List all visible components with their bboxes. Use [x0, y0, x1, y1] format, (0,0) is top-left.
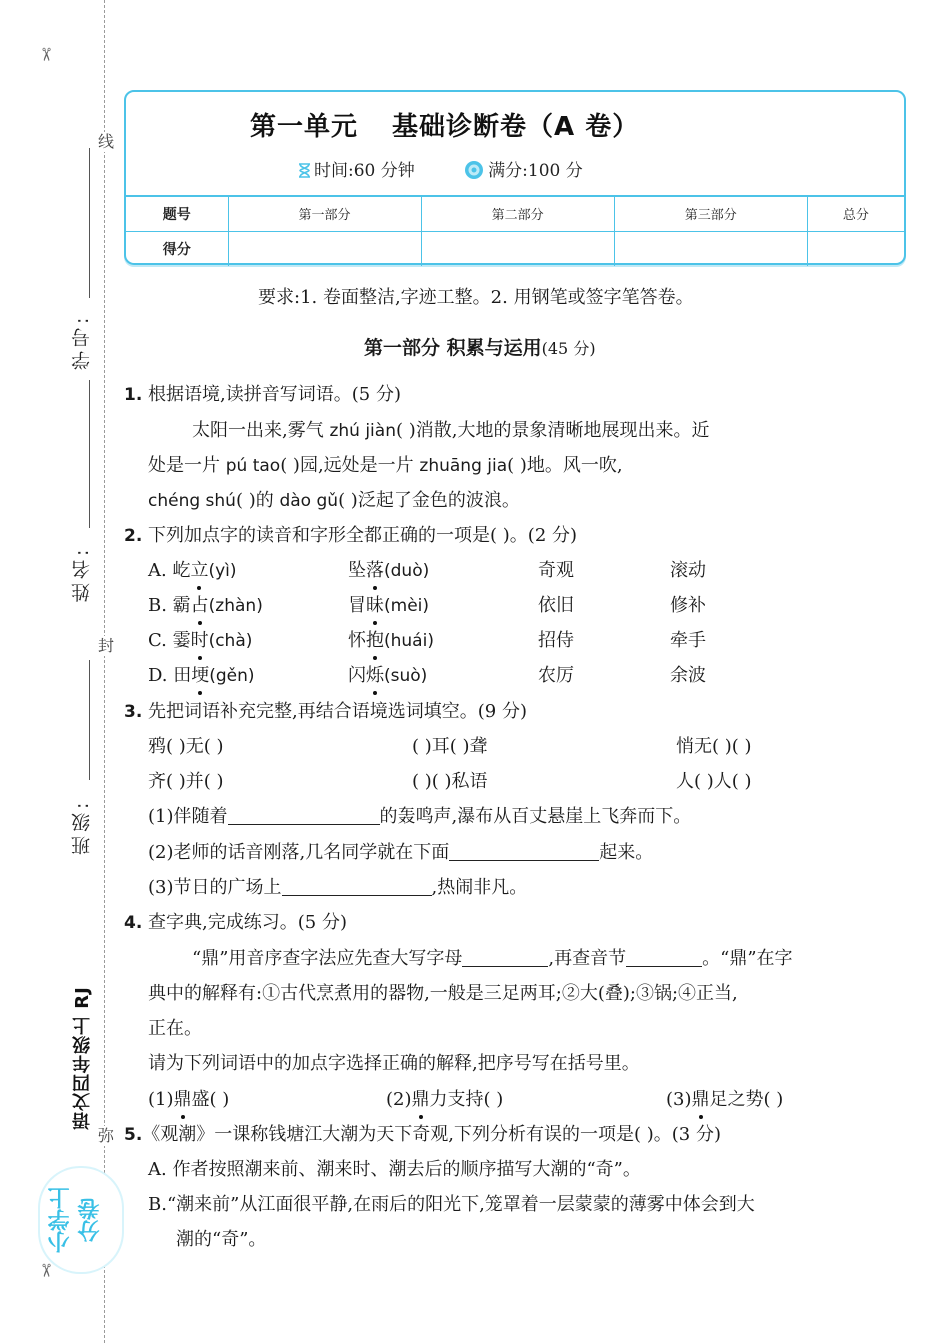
question-1-stem: 1. 根据语境,读拼音写词语。(5 分)	[124, 384, 401, 405]
table-header-cell: 第一部分	[228, 196, 421, 231]
cut-mark-mid: 封	[97, 636, 114, 655]
question-1-line: chéng shú( )的 dào gǔ( )泛起了金色的波浪。	[148, 490, 520, 511]
brand-logo-text: 小学上分卷	[48, 1187, 103, 1253]
question-4-line: “鼎”用音序查字法应先查大写字母 ,再查音节 。“鼎”在字	[192, 948, 793, 969]
idiom-row[interactable]: 鸦( )无( ) ( )耳( )聋 悄无( )( )	[148, 736, 752, 757]
answer-blank[interactable]	[282, 876, 432, 896]
score-cell[interactable]	[614, 231, 807, 266]
score-info: 满分:100 分	[464, 161, 583, 181]
option-row[interactable]: C. 霎时(chà) 怀抱(huái) 招侍 牵手	[148, 628, 848, 658]
option-b-continued: 潮的“奇”。	[176, 1229, 267, 1250]
cut-mark-top: 线	[97, 132, 114, 151]
answer-blank[interactable]	[228, 805, 380, 825]
grade-label: 语文四年级上 RJ	[72, 986, 93, 1130]
hourglass-icon	[298, 163, 311, 178]
answer-blank[interactable]	[626, 947, 702, 967]
table-header-cell: 第二部分	[421, 196, 614, 231]
table-header-cell: 得分	[126, 231, 228, 266]
score-cell[interactable]	[421, 231, 614, 266]
time-info: 时间:60 分钟	[298, 161, 420, 181]
exam-header	[124, 90, 906, 265]
requirements: 要求:1. 卷面整洁,字迹工整。2. 用钢笔或签字笔答卷。	[258, 287, 694, 308]
fill-sentence: (2)老师的话音刚落,几名同学就在下面 起来。	[148, 842, 654, 863]
table-row	[126, 231, 904, 266]
student-id-label: 学号:	[71, 313, 93, 370]
question-4-options[interactable]: (1)鼎盛( ) (2)鼎力支持( ) (3)鼎足之势( )	[148, 1087, 904, 1117]
option-row[interactable]: B. 霸占(zhàn) 冒昧(mèi) 依旧 修补	[148, 593, 848, 623]
score-table	[126, 195, 904, 266]
option-row[interactable]: A. 屹立(yì) 坠落(duò) 奇观 滚动	[148, 558, 848, 588]
option-row[interactable]: D. 田埂(gěn) 闪烁(suò) 农厉 余波	[148, 663, 848, 693]
score-cell[interactable]	[228, 231, 421, 266]
table-row	[126, 196, 904, 231]
fill-sentence: (1)伴随着 的轰鸣声,瀑布从百丈悬崖上飞奔而下。	[148, 806, 692, 827]
scissors-icon: ✂	[35, 46, 57, 63]
class-line[interactable]	[89, 660, 90, 780]
class-label: 班级:	[71, 798, 93, 855]
question-4-line: 典中的解释有:①古代烹煮用的器物,一般是三足两耳;②大(叠);③锅;④正当,	[148, 983, 738, 1004]
option-a[interactable]: A. 作者按照潮来前、潮来时、潮去后的顺序描写大潮的“奇”。	[148, 1159, 641, 1180]
question-1-line: 太阳一出来,雾气 zhú jiàn( )消散,大地的景象清晰地展现出来。近	[192, 420, 710, 441]
scissors-icon: ✂	[35, 1262, 57, 1279]
question-5-stem: 5.《观潮》一课称钱塘江大潮为天下奇观,下列分析有误的一项是( )。(3 分)	[124, 1124, 722, 1145]
question-1-line: 处是一片 pú tao( )园,远处是一片 zhuāng jia( )地。风一吹,	[148, 455, 623, 476]
exam-title	[250, 106, 639, 143]
name-line[interactable]	[89, 380, 90, 528]
table-header-cell: 题号	[126, 196, 228, 231]
question-4-line: 正在。	[148, 1018, 202, 1039]
cut-mark-bot: 弥	[97, 1126, 114, 1145]
binding-margin	[0, 0, 112, 1343]
fill-sentence: (3)节日的广场上 ,热闹非凡。	[148, 877, 528, 898]
student-id-line[interactable]	[89, 148, 90, 298]
exam-meta	[298, 156, 627, 181]
question-3-stem: 3. 先把词语补充完整,再结合语境选词填空。(9 分)	[124, 701, 527, 722]
table-header-cell: 总分	[807, 196, 904, 231]
medal-icon	[464, 160, 484, 180]
question-4-line: 请为下列词语中的加点字选择正确的解释,把序号写在括号里。	[148, 1053, 640, 1074]
score-cell[interactable]	[807, 231, 904, 266]
idiom-row[interactable]: 齐( )并( ) ( )( )私语 人( )人( )	[148, 771, 752, 792]
section-title: 第一部分 积累与运用(45 分)	[364, 337, 596, 359]
unit-title: 第一单元	[250, 112, 359, 142]
option-b[interactable]: B.“潮来前”从江面很平静,在雨后的阳光下,笼罩着一层蒙蒙的薄雾中体会到大	[148, 1194, 755, 1215]
name-label: 姓名:	[71, 545, 93, 602]
paper-title: 基础诊断卷（A 卷）	[392, 112, 640, 142]
answer-blank[interactable]	[449, 841, 599, 861]
table-header-cell: 第三部分	[614, 196, 807, 231]
question-4-stem: 4. 查字典,完成练习。(5 分)	[124, 912, 347, 933]
question-2-stem: 2. 下列加点字的读音和字形全都正确的一项是( )。(2 分)	[124, 525, 578, 546]
answer-blank[interactable]	[462, 947, 548, 967]
brand-badge	[40, 1168, 122, 1272]
